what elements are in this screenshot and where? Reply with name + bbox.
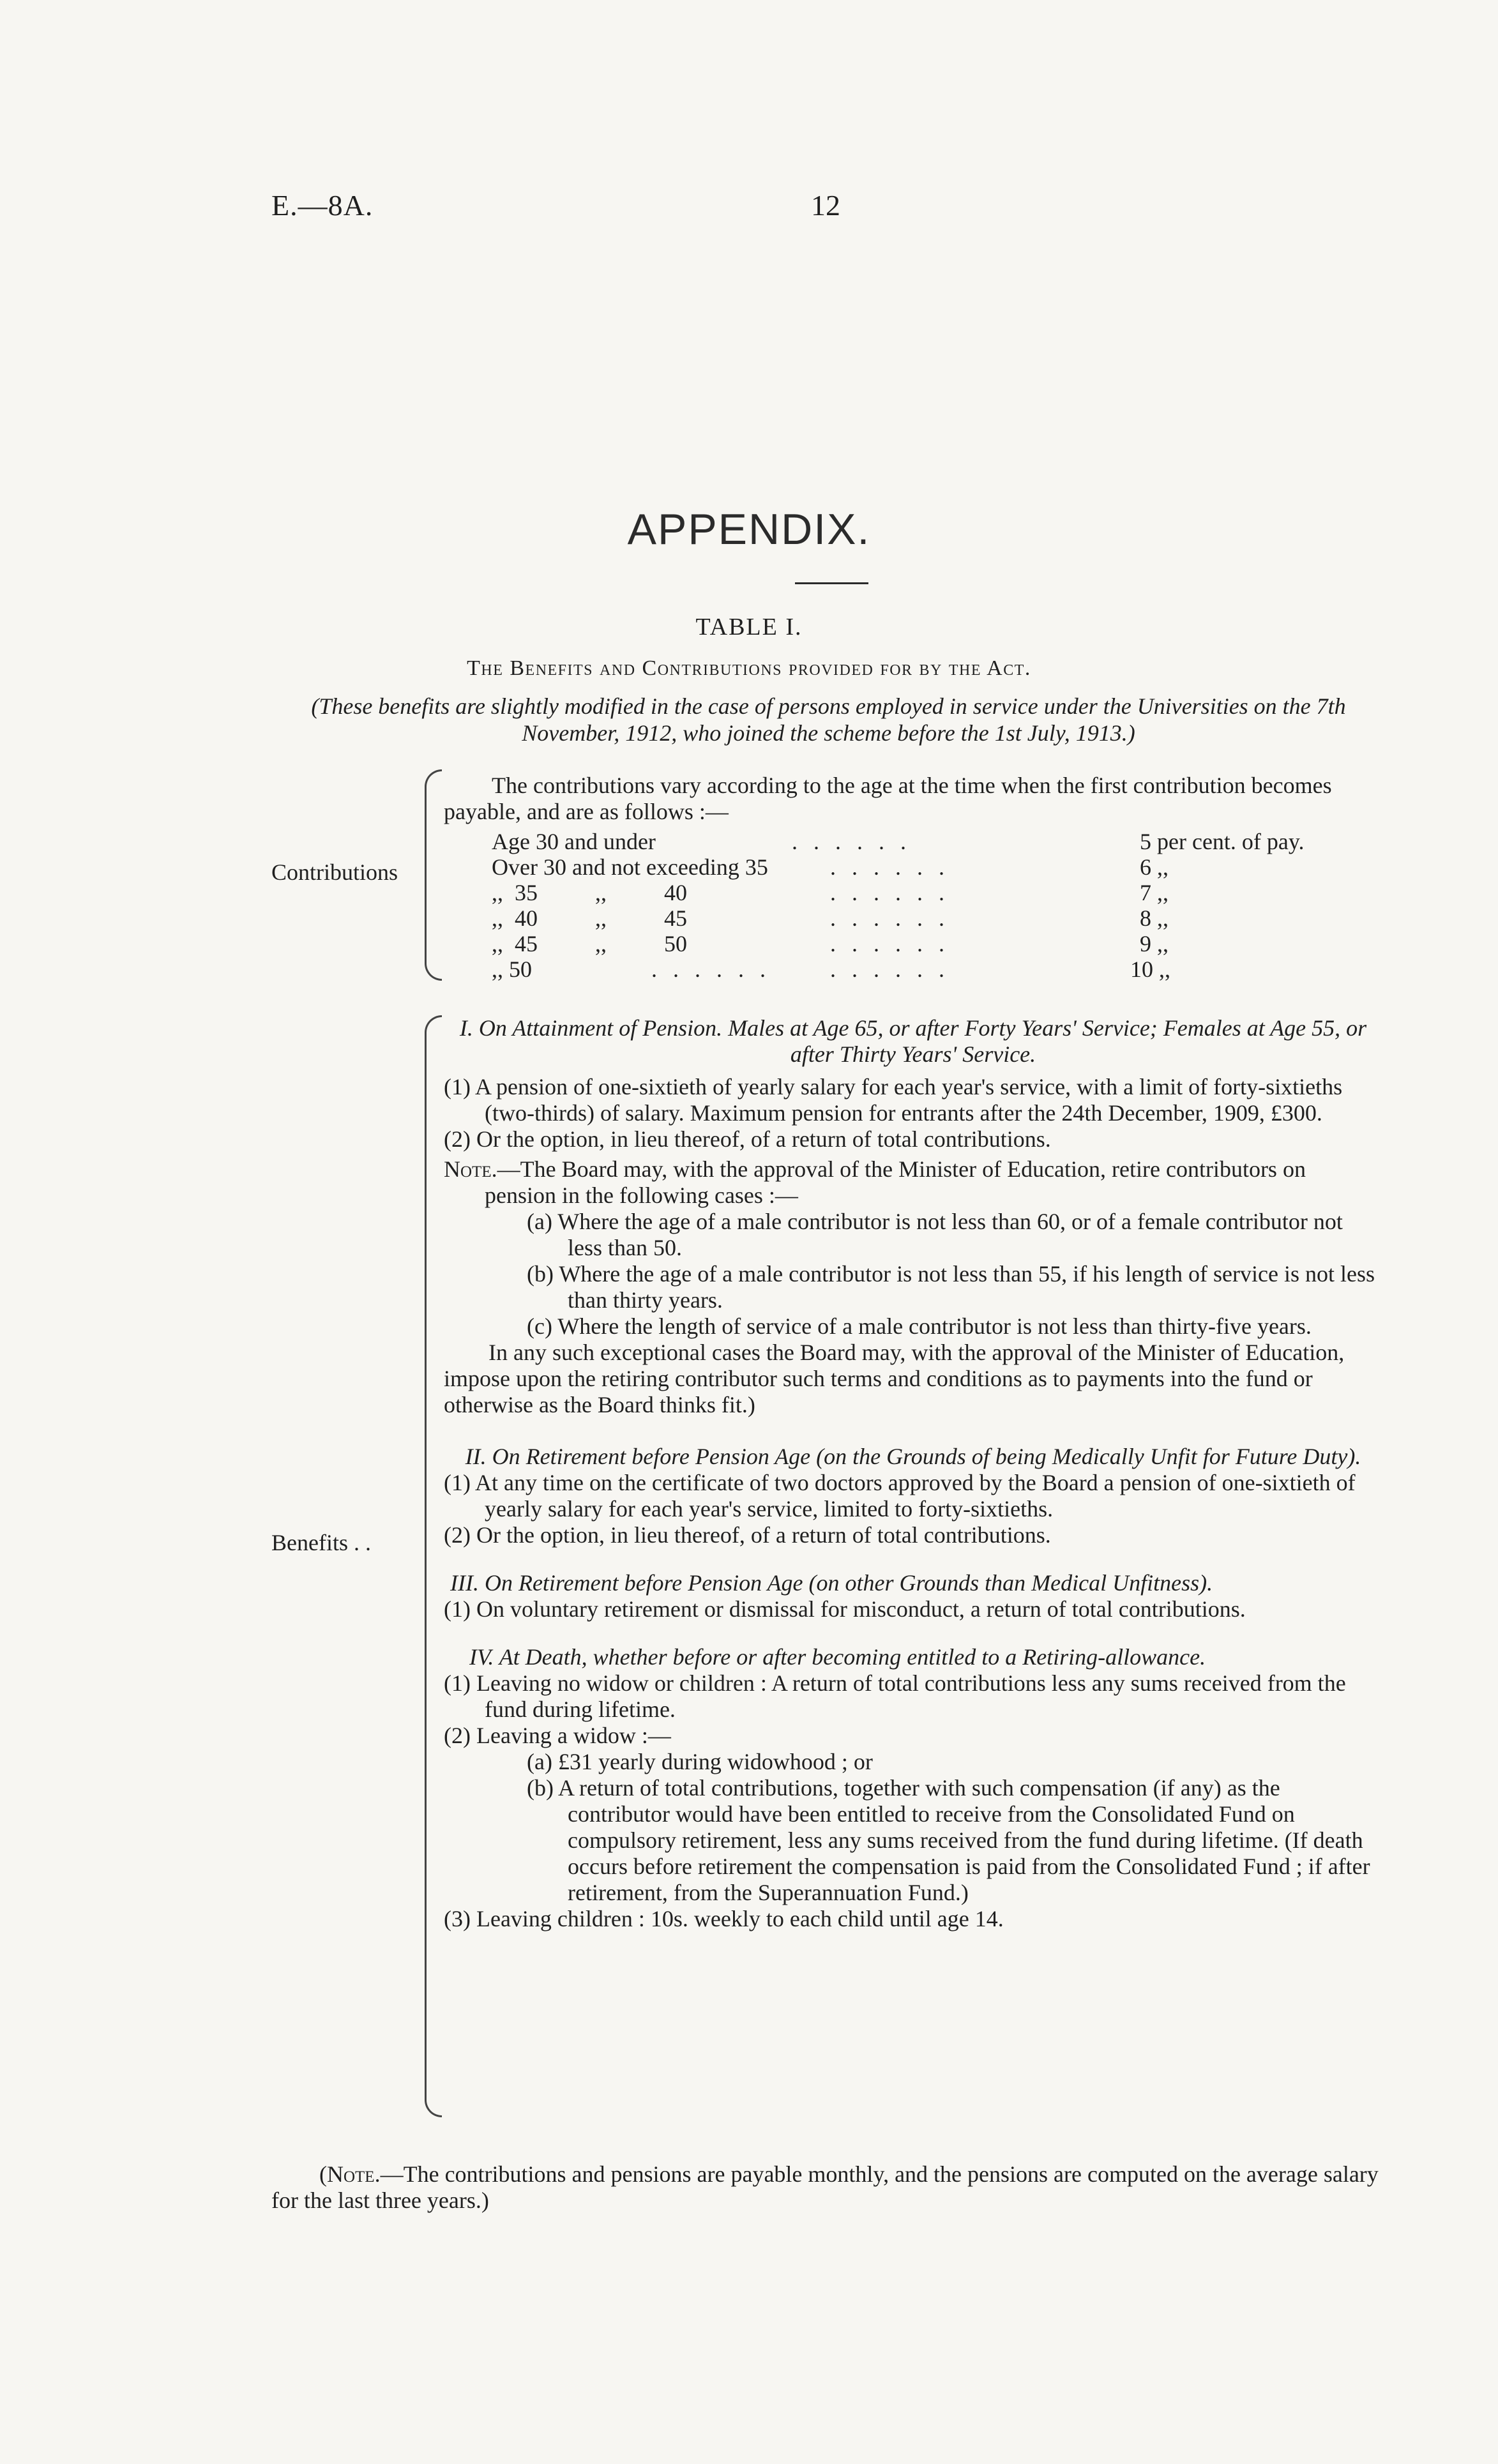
section-2-item-2: (2) Or the option, in lieu thereof, of a return of total contributions.	[444, 1522, 1051, 1548]
widow-option-b: (b) A return of total contributions, together with such compensation (if any) as the contributor would have been entitled to receive from the Consolidated Fund on compulsory retirement, less any sums received from the fund during lifetime. (If death occurs before retirement the compensation is paid from the Consolidated Fund ; if after retirement, from the Superannuation Fund.)	[527, 1775, 1370, 1905]
rate-row	[492, 930, 1386, 956]
contribution-rates-table	[492, 828, 1386, 981]
rate-leader: . . . . . .	[830, 931, 949, 956]
section-4-item-2: (2) Leaving a widow :—	[444, 1723, 671, 1748]
title-rule	[795, 582, 868, 584]
rate-row	[492, 828, 1386, 854]
rate-age: ,, 50	[492, 956, 532, 982]
page-title: APPENDIX.	[627, 505, 871, 554]
final-note	[271, 2161, 1382, 2214]
section-4-heading: IV. At Death, whether before or after becoming entitled to a Retiring-allowance.	[469, 1644, 1206, 1670]
note-case-a: (a) Where the age of a male contributor is not less than 60, or of a female contributor not less than 50.	[527, 1209, 1343, 1260]
exceptional-cases: In any such exceptional cases the Board may, with the approval of the Minister of Education, impose upon the retiring contributor such terms and conditions as to payments into the fund or otherwise as the Board thinks fit.)	[444, 1340, 1345, 1417]
final-note-text: —The contributions and pensions are payable monthly, and the pensions are computed on the average salary for the last three years.)	[271, 2161, 1379, 2213]
rate-leader: . . . . . .	[830, 880, 949, 905]
section-1-item-2: (2) Or the option, in lieu thereof, of a return of total contributions.	[444, 1126, 1051, 1152]
note-case-b: (b) Where the age of a male contributor is not less than 55, if his length of service is not less than thirty years.	[527, 1261, 1375, 1313]
rate-age: ,, 40 ,, 45	[492, 905, 687, 931]
rate-leader: . . . . . .	[792, 829, 911, 854]
section-2-heading: II. On Retirement before Pension Age (on the Grounds of being Medically Unfit for Future Duty).	[465, 1444, 1361, 1469]
table-subtitle: The Benefits and Contributions provided for by the Act.	[467, 656, 1031, 680]
section-1-item-1: (1) A pension of one-sixtieth of yearly salary for each year's service, with a limit of forty-sixtieths (two-thirds) of salary. Maximum pension for entrants after the 24th December, 1909, £300.	[444, 1074, 1343, 1126]
section-3-heading: III. On Retirement before Pension Age (on other Grounds than Medical Unfitness).	[450, 1570, 1213, 1596]
table-label: TABLE I.	[695, 614, 803, 640]
rate-value: 10 ,,	[1130, 956, 1170, 982]
document-reference: E.—8A.	[271, 189, 374, 222]
section-2-item-1: (1) At any time on the certificate of two doctors approved by the Board a pension of one-sixtieth of yearly salary for each year's service, limited to forty-sixtieths.	[444, 1470, 1356, 1522]
rate-age: ,, 35 ,, 40	[492, 880, 687, 905]
universities-note: (These benefits are slightly modified in the case of persons employed in service under the Universities on the 7th November, 1912, who joined the scheme before the 1st July, 1913.)	[311, 693, 1346, 746]
section-3-item-1: (1) On voluntary retirement or dismissal for misconduct, a return of total contributions.	[444, 1596, 1246, 1622]
contributions-brace	[425, 769, 442, 981]
rate-row	[492, 854, 1386, 879]
section-4-item-3: (3) Leaving children : 10s. weekly to each child until age 14.	[444, 1906, 1004, 1931]
rate-value: 8 ,,	[1140, 905, 1169, 931]
rate-leader: . . . . . .	[830, 854, 949, 880]
rate-value: 6 ,,	[1140, 854, 1169, 880]
rate-row	[492, 905, 1386, 930]
rate-leader: . . . . . .	[651, 956, 771, 982]
rate-age: ,, 45 ,, 50	[492, 931, 687, 956]
contributions-intro: The contributions vary according to the age at the time when the first contribution becomes payable, and are as follows :—	[444, 773, 1332, 824]
rate-age: Age 30 and under	[492, 829, 656, 854]
note-case-c: (c) Where the length of service of a male contributor is not less than thirty-five years.	[527, 1313, 1312, 1339]
rate-value: 9 ,,	[1140, 931, 1169, 956]
rate-leader: . . . . . .	[830, 956, 949, 982]
benefits-label: Benefits . .	[271, 1530, 371, 1555]
rate-age: Over 30 and not exceeding 35	[492, 854, 768, 880]
final-note-label: (Note.	[319, 2161, 381, 2187]
benefits-brace	[425, 1015, 442, 2117]
rate-value: 7 ,,	[1140, 880, 1169, 905]
contributions-label: Contributions	[271, 859, 398, 885]
page-number: 12	[811, 189, 840, 222]
rate-row	[492, 879, 1386, 905]
section-1-note	[444, 1156, 1382, 1209]
rate-leader: . . . . . .	[830, 905, 949, 931]
note-text: —The Board may, with the approval of the Minister of Education, retire contributors on pension in the following cases :—	[485, 1156, 1306, 1208]
benefits-content	[444, 1015, 1382, 1932]
section-4-item-1: (1) Leaving no widow or children : A return of total contributions less any sums received from the fund during lifetime.	[444, 1670, 1346, 1722]
rate-row	[492, 956, 1386, 981]
rate-value: 5 per cent. of pay.	[1140, 829, 1305, 854]
section-1-heading: I. On Attainment of Pension. Males at Age 65, or after Forty Years' Service; Females at Age 55, or after Thirty Years' Service.	[459, 1015, 1367, 1067]
widow-option-a: (a) £31 yearly during widowhood ; or	[527, 1749, 873, 1774]
note-label: Note.	[444, 1156, 497, 1182]
